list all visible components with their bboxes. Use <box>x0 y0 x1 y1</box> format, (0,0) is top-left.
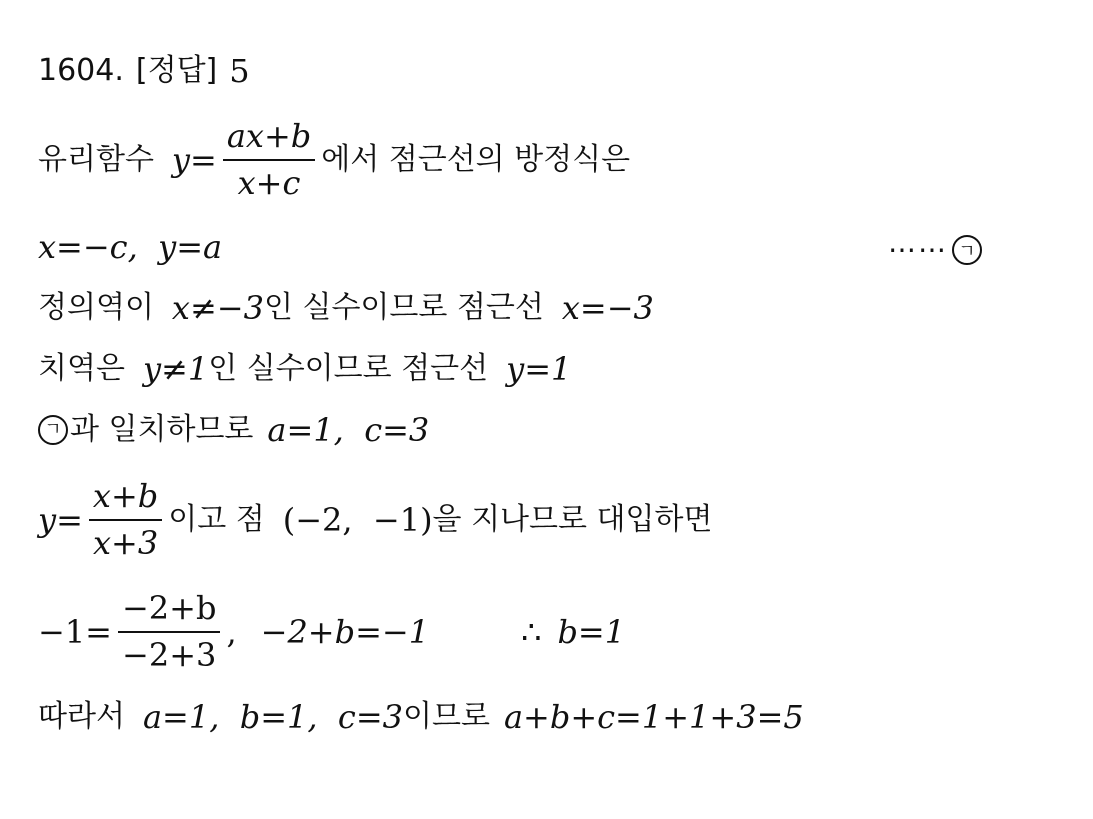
line3-mid: 인 실수이므로 점근선 <box>263 290 544 325</box>
line7-fraction <box>118 590 220 674</box>
answer-label: [정답] <box>135 53 218 88</box>
line6-fraction <box>89 478 162 562</box>
line6-lhs: y= <box>38 500 83 539</box>
line-solve-b <box>38 590 625 674</box>
problem-number: 1604. <box>38 53 124 88</box>
line8-expr: a=1, b=1, c=3 <box>142 698 403 736</box>
line-substitute <box>38 478 712 562</box>
line1-denominator: x+c <box>237 163 301 202</box>
line-conclusion <box>38 698 804 736</box>
line7-result: b=1 <box>557 612 626 651</box>
line-asymptotes <box>38 228 223 266</box>
line-range <box>38 350 572 388</box>
line3-expr2: x=−3 <box>561 289 654 327</box>
line1-eq: = <box>190 140 217 179</box>
line1-y: y <box>171 140 190 179</box>
line7-denominator: −2+3 <box>122 635 217 674</box>
line8-expr2: a+b+c=1+1+3=5 <box>503 698 804 736</box>
line8-prefix: 따라서 <box>38 699 125 734</box>
line1-fraction-bar <box>223 159 315 161</box>
equation-marker <box>888 233 984 266</box>
line7-numerator: −2+b <box>121 589 217 627</box>
line-match <box>38 411 430 449</box>
line7-comma: , <box>226 612 237 651</box>
line1-suffix: 에서 점근선의 방정식은 <box>321 141 631 177</box>
line4-mid: 인 실수이므로 점근선 <box>208 351 489 386</box>
line2-expr: x=−c, y=a <box>38 228 223 266</box>
marker-dots: ⋯⋯ <box>888 233 948 266</box>
line7-lhs: −1= <box>38 612 112 651</box>
line5-text: 과 일치하므로 <box>70 412 254 447</box>
line4-expr2: y=1 <box>506 350 572 388</box>
answer-value: 5 <box>229 52 250 90</box>
marker-circle-symbol: ㄱ <box>952 235 982 265</box>
line6-point: (−2, −1) <box>282 500 433 539</box>
line8-mid: 이므로 <box>402 699 490 734</box>
line4-prefix: 치역은 <box>38 351 125 386</box>
line-rational-function <box>38 118 630 202</box>
line6-mid: 이고 점 <box>168 501 265 537</box>
line6-suffix: 을 지나므로 대입하면 <box>432 501 713 537</box>
line6-denominator: x+3 <box>92 523 159 562</box>
line1-numerator: ax+b <box>226 117 312 155</box>
circle-symbol: ㄱ <box>38 415 68 445</box>
line1-prefix: 유리함수 <box>38 141 154 177</box>
line5-expr: a=1, c=3 <box>267 411 430 449</box>
line6-fraction-bar <box>89 519 162 521</box>
line7-fraction-bar <box>118 631 220 633</box>
answer-header <box>38 52 250 90</box>
therefore-symbol: ∴ <box>521 612 542 651</box>
line3-expr: x≠−3 <box>171 289 264 327</box>
line7-expr: −2+b=−1 <box>260 612 430 651</box>
line6-numerator: x+b <box>92 477 159 515</box>
line1-fraction <box>223 118 315 202</box>
line-domain <box>38 289 654 327</box>
line3-prefix: 정의역이 <box>38 290 154 325</box>
line4-expr: y≠1 <box>142 350 209 388</box>
